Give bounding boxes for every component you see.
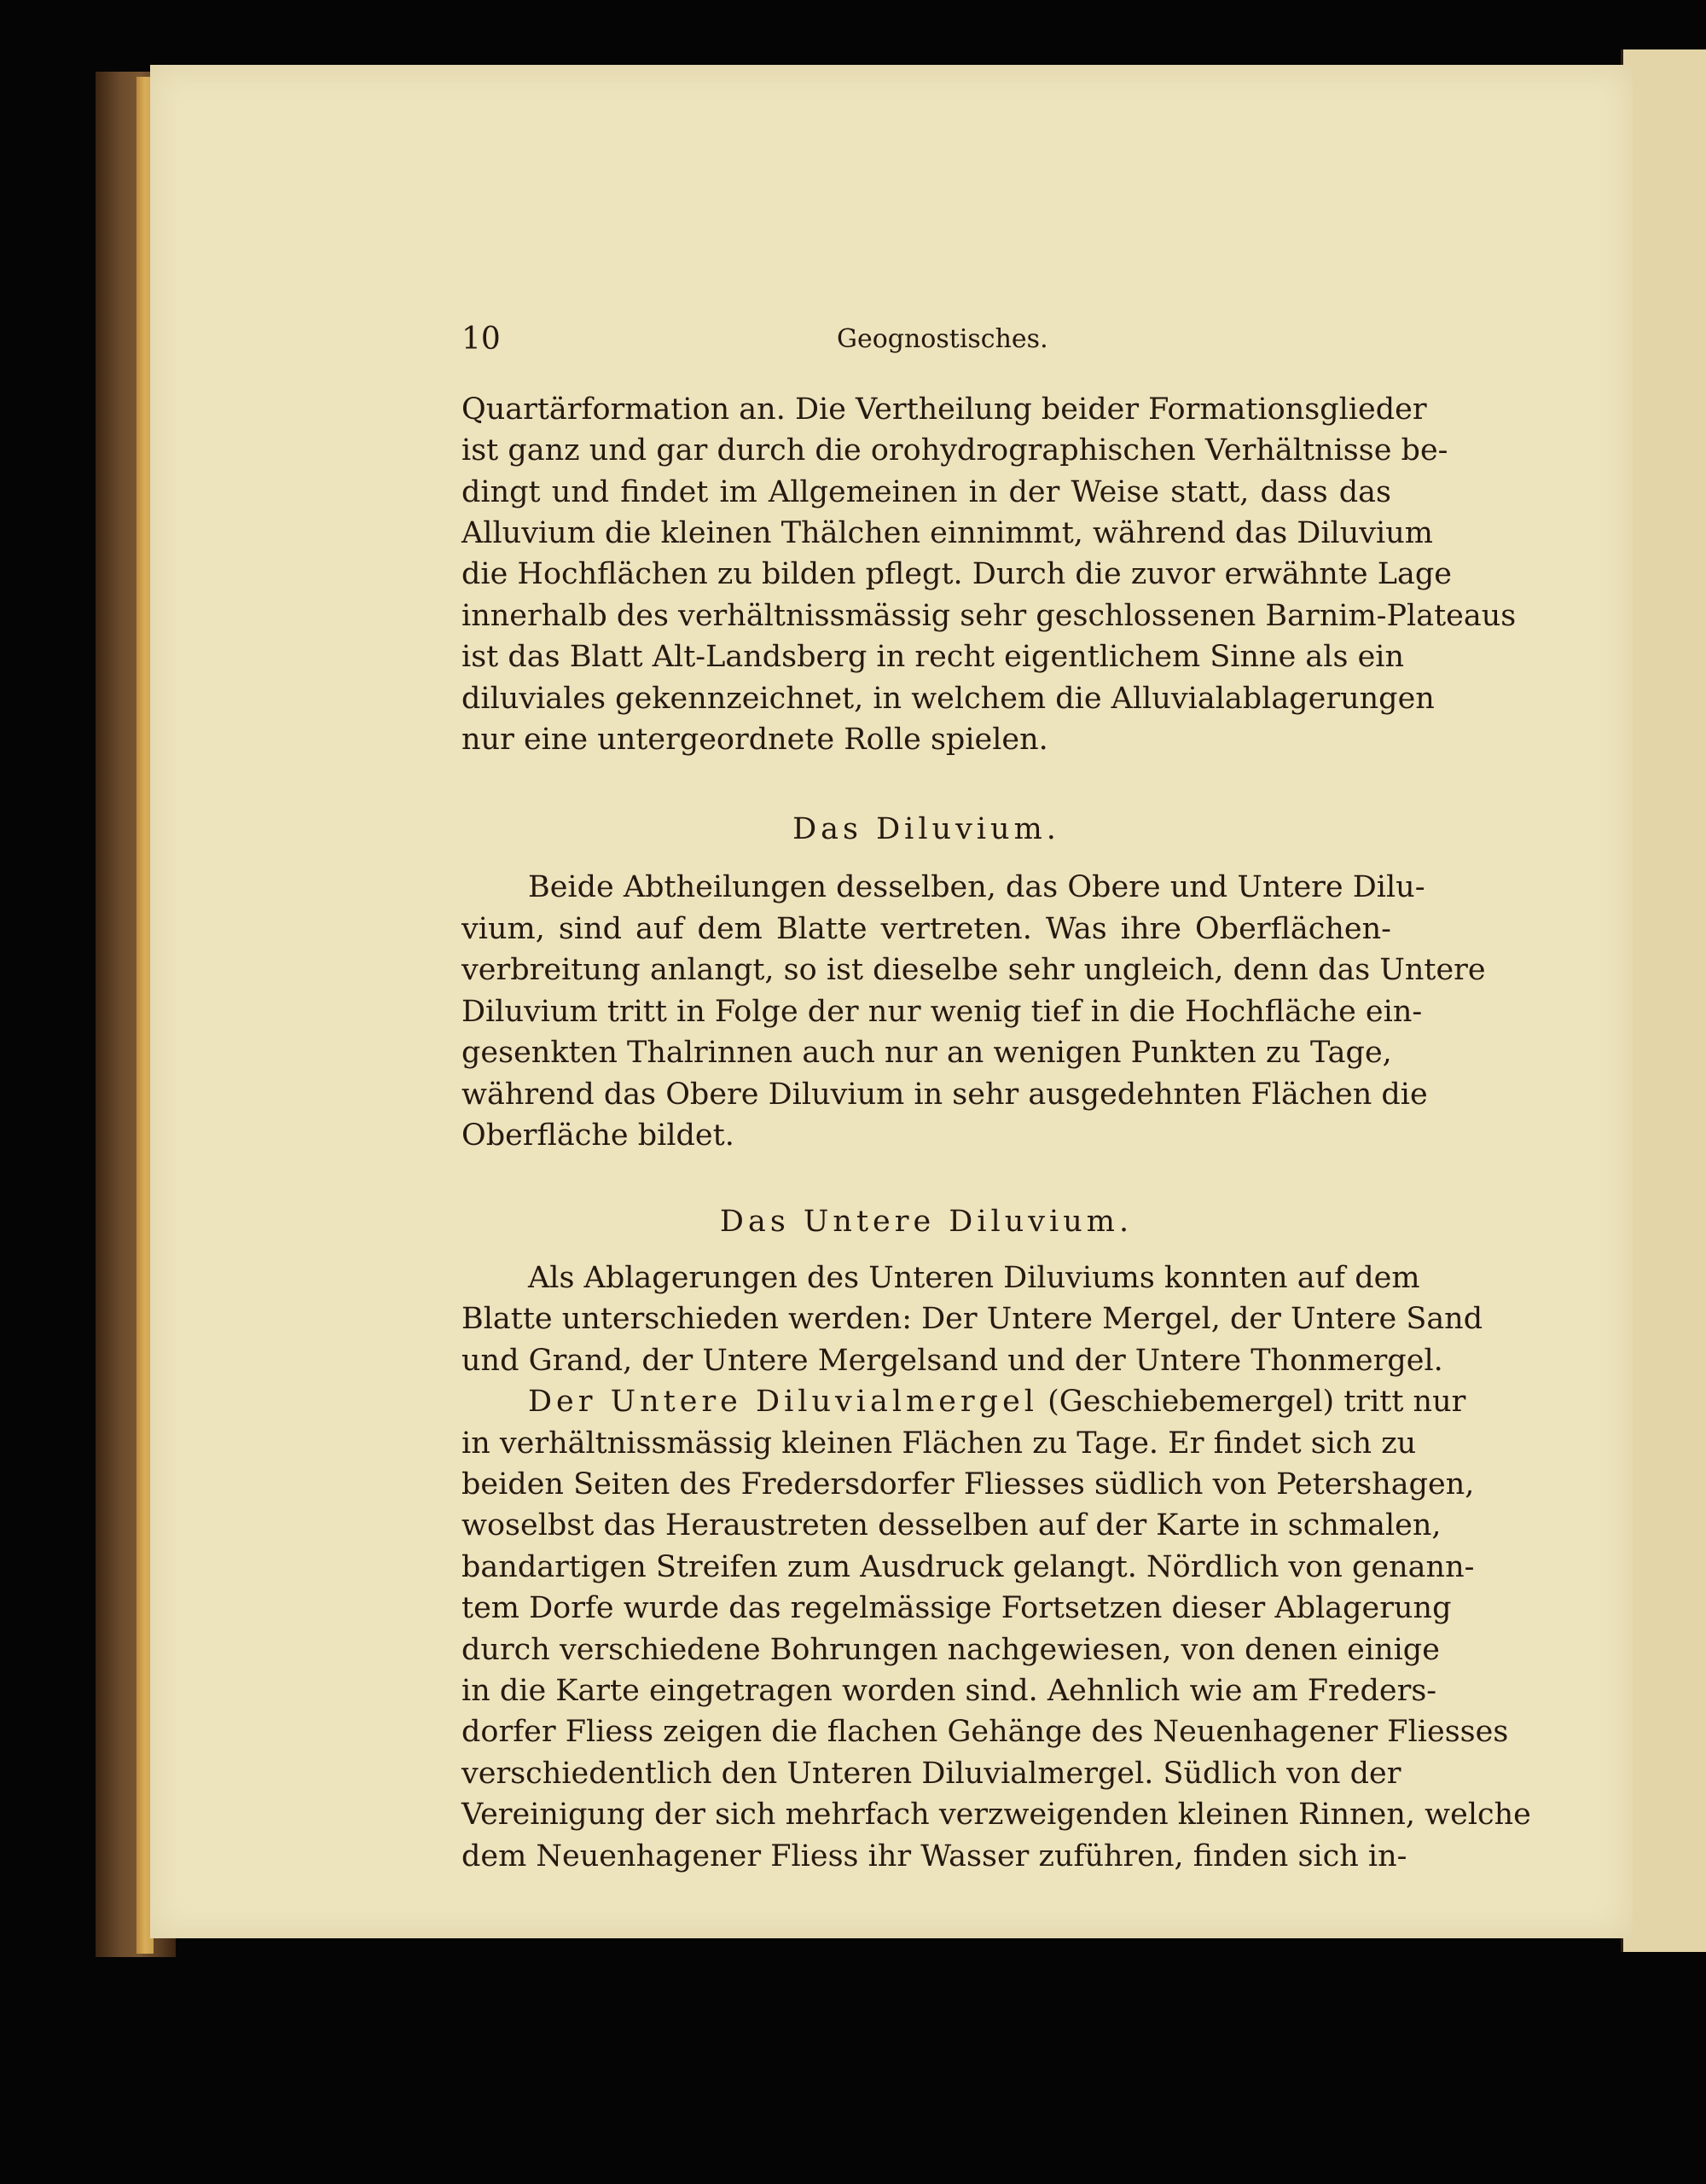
text-line: beiden Seiten des Fredersdorfer Fliesses südlich von Petershagen, xyxy=(461,1467,1475,1502)
text-line: nur eine untergeordnete Rolle spielen. xyxy=(461,723,1048,757)
section-heading: Das Untere Diluvium. xyxy=(719,1205,1134,1239)
text-fragment: (Geschiebemergel) tritt nur xyxy=(1047,1385,1466,1419)
text-line: verschiedentlich den Unteren Diluvialmergel. Südlich von der xyxy=(461,1757,1401,1791)
text-line: und Grand, der Untere Mergelsand und der Untere Thonmergel. xyxy=(461,1344,1443,1378)
text-line: woselbst das Heraustreten desselben auf der Karte in schmalen, xyxy=(461,1508,1442,1542)
text-line: bandartigen Streifen zum Ausdruck gelangt. Nördlich von genann- xyxy=(461,1550,1475,1584)
text-line: in verhältnissmässig kleinen Flächen zu Tage. Er findet sich zu xyxy=(461,1426,1417,1461)
text-line xyxy=(528,1385,1466,1419)
text-line: dorfer Fliess zeigen die flachen Gehänge des Neuenhagener Fliesses xyxy=(461,1715,1509,1749)
page-number: 10 xyxy=(461,322,501,357)
text-line: gesenkten Thalrinnen auch nur an wenigen Punkten zu Tage, xyxy=(461,1036,1392,1070)
text-line: Vereinigung der sich mehrfach verzweigenden kleinen Rinnen, welche xyxy=(461,1798,1531,1832)
emphasized-term: Der Untere Diluvialmergel xyxy=(528,1385,1038,1419)
text-line: Diluvium tritt in Folge der nur wenig tief in die Hochfläche ein- xyxy=(461,995,1423,1029)
text-line: vium, sind auf dem Blatte vertreten. Was ihre Oberflächen- xyxy=(461,912,1391,946)
text-line: Alluvium die kleinen Thälchen einnimmt, während das Diluvium xyxy=(461,516,1433,550)
text-line: verbreitung anlangt, so ist dieselbe sehr ungleich, denn das Untere xyxy=(461,953,1486,987)
text-line: dem Neuenhagener Fliess ihr Wasser zuführen, finden sich in- xyxy=(461,1839,1407,1873)
section-heading: Das Diluvium. xyxy=(792,812,1060,846)
text-line: durch verschiedene Bohrungen nachgewiesen, von denen einige xyxy=(461,1633,1440,1667)
text-line: Als Ablagerungen des Unteren Diluviums konnten auf dem xyxy=(528,1261,1420,1295)
running-title: Geognostisches. xyxy=(837,324,1048,354)
text-line: Quartärformation an. Die Vertheilung beider Formationsglieder xyxy=(461,392,1427,427)
text-line: diluviales gekennzeichnet, in welchem die Alluvialablagerungen xyxy=(461,682,1435,716)
text-line: ist ganz und gar durch die orohydrographischen Verhältnisse be- xyxy=(461,433,1448,468)
text-line: während das Obere Diluvium in sehr ausgedehnten Flächen die xyxy=(461,1077,1428,1112)
text-line: Blatte unterschieden werden: Der Untere Mergel, der Untere Sand xyxy=(461,1302,1483,1336)
text-line: in die Karte eingetragen worden sind. Aehnlich wie am Freders- xyxy=(461,1674,1437,1708)
text-line: Beide Abtheilungen desselben, das Obere und Untere Dilu- xyxy=(528,870,1425,904)
text-line: ist das Blatt Alt-Landsberg in recht eigentlichem Sinne als ein xyxy=(461,640,1405,674)
facing-page-edge xyxy=(1621,49,1706,1952)
text-line: Oberfläche bildet. xyxy=(461,1118,734,1153)
text-line: die Hochflächen zu bilden pflegt. Durch die zuvor erwähnte Lage xyxy=(461,557,1452,591)
text-line: innerhalb des verhältnissmässig sehr geschlossenen Barnim-Plateaus xyxy=(461,599,1517,633)
text-line: tem Dorfe wurde das regelmässige Fortsetzen dieser Ablagerung xyxy=(461,1591,1452,1625)
text-line: dingt und findet im Allgemeinen in der Weise statt, dass das xyxy=(461,475,1391,509)
